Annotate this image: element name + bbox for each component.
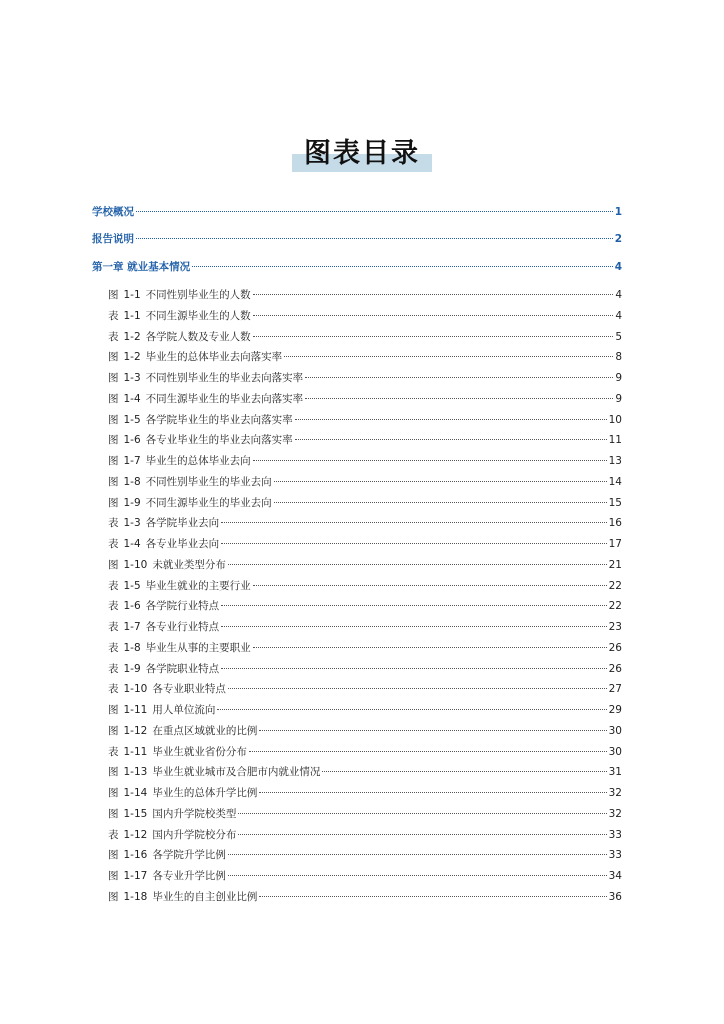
toc-figure-entry[interactable] [108, 392, 622, 406]
toc-entry-label [108, 496, 272, 510]
toc-entry-index: 1-12 [123, 724, 148, 737]
toc-entry-number: 表 [108, 538, 119, 550]
toc-entry-index: 1-5 [123, 579, 141, 592]
toc-entry-index: 1-11 [123, 704, 148, 716]
toc-entry-label [108, 413, 293, 427]
toc-entry-number: 表 [108, 517, 119, 530]
toc-entry-text: 各专业升学比例 [152, 870, 226, 882]
toc-page-number: 11 [608, 434, 622, 447]
toc-figure-entry[interactable] [108, 848, 622, 862]
dot-leader [249, 750, 607, 752]
toc-entry-text: 毕业生就业的主要行业 [145, 579, 251, 592]
toc-entry-index: 1-8 [123, 641, 141, 654]
toc-entry-label [108, 807, 236, 821]
toc-figure-entry[interactable] [108, 869, 622, 883]
toc-entry-number: 表 [108, 662, 119, 675]
toc-entry-text: 毕业生就业城市及合肥市内就业情况 [152, 766, 321, 779]
toc-figure-entry[interactable] [108, 413, 622, 427]
toc-entry-index: 1-3 [123, 517, 141, 530]
toc-entry-label [108, 392, 303, 406]
toc-entry-index: 1-18 [123, 890, 148, 903]
toc-entry-text: 毕业生的总体毕业去向 [145, 455, 251, 467]
toc-page-number: 22 [608, 579, 622, 592]
toc-page-number: 17 [608, 538, 622, 550]
toc-entry-text: 各专业行业特点 [145, 621, 220, 633]
toc-entry-label [92, 232, 134, 246]
toc-page-number: 9 [615, 372, 622, 384]
toc-entry-number: 图 [108, 455, 119, 467]
toc-entry-label [108, 475, 272, 489]
toc-entry-number: 图 [108, 475, 119, 488]
toc-page-number: 30 [608, 745, 622, 758]
toc-figure-entry[interactable] [108, 454, 622, 468]
toc-entry-number: 图 [108, 890, 119, 903]
toc-page-number: 10 [608, 413, 622, 426]
toc-entry-number: 图 [108, 807, 119, 820]
toc-entry-label [108, 620, 219, 634]
toc-figure-entry[interactable] [108, 890, 622, 904]
toc-entry-label [108, 786, 257, 800]
toc-figure-entry[interactable] [108, 516, 622, 530]
toc-entry-text: 各学院毕业生的毕业去向落实率 [145, 413, 293, 426]
dot-leader [217, 708, 606, 710]
toc-figure-entry[interactable] [108, 703, 622, 717]
toc-entry-text: 不同性别毕业生的人数 [145, 289, 251, 301]
toc-figure-entry[interactable] [108, 765, 622, 779]
dot-leader [274, 480, 607, 482]
toc-entry-label [108, 848, 226, 862]
toc-entry-number: 表 [108, 828, 119, 841]
toc-entry-number: 图 [108, 787, 119, 799]
toc-entry-text: 不同性别毕业生的毕业去向 [145, 475, 272, 488]
toc-page-number: 29 [608, 704, 622, 716]
toc-entry-text: 毕业生就业省份分布 [152, 745, 247, 758]
toc-entry-index: 1-10 [123, 683, 148, 696]
toc-page-number: 23 [608, 621, 622, 633]
dot-leader [253, 646, 607, 648]
toc-entry-number: 图 [108, 392, 119, 405]
toc-entry-text: 毕业生的自主创业比例 [152, 890, 258, 903]
toc-entry-index: 1-4 [123, 538, 141, 550]
title-wrap [0, 134, 724, 174]
page-title-text: 图表目录 [304, 138, 420, 169]
toc-page-number: 31 [608, 766, 622, 779]
toc-entry-label [108, 682, 226, 696]
toc-page-number: 13 [608, 455, 622, 467]
toc-entry-text: 毕业生的总体升学比例 [152, 787, 258, 799]
toc-figure-entry[interactable] [108, 579, 622, 593]
toc-entry-label [108, 828, 236, 842]
toc-entry-number: 图 [108, 434, 119, 447]
toc-figure-entry[interactable] [108, 558, 622, 572]
dot-leader [221, 604, 606, 606]
toc-figure-entry[interactable] [108, 682, 622, 696]
toc-page-number: 27 [608, 683, 622, 696]
toc-entry-number: 图 [108, 766, 119, 779]
toc-figure-entry[interactable] [108, 786, 622, 800]
toc-entry-label [108, 579, 251, 593]
toc-entry-text: 不同生源毕业生的毕业去向落实率 [145, 392, 304, 405]
dot-leader [238, 833, 606, 835]
toc-page-number: 4 [615, 309, 622, 322]
dot-leader [305, 376, 613, 378]
dot-leader [228, 563, 607, 565]
toc-entry-index: 1-12 [123, 828, 148, 841]
toc-chapter-entry[interactable] [92, 232, 622, 246]
dot-leader [322, 770, 606, 772]
toc-entry-number: 图 [108, 724, 119, 737]
toc-entry-text: 各专业毕业生的毕业去向落实率 [145, 434, 293, 447]
toc-entry-number: 表 [108, 309, 119, 322]
toc-figure-entry[interactable] [108, 620, 622, 634]
dot-leader [253, 459, 607, 461]
toc-figure-entry[interactable] [108, 371, 622, 385]
toc-entry-label [108, 869, 226, 883]
dot-leader [259, 895, 606, 897]
toc-entry-index: 1-8 [123, 475, 141, 488]
toc-entry-label [92, 205, 134, 219]
toc-entry-index: 1-9 [123, 662, 141, 675]
toc-entry-text: 各学院升学比例 [152, 849, 226, 862]
toc-entry-label [108, 745, 247, 759]
toc-entry-index: 1-2 [123, 330, 141, 343]
toc-entry-number: 图 [108, 351, 119, 364]
toc-entry-index: 1-16 [123, 849, 148, 862]
toc-entry-label [108, 765, 320, 779]
toc-entry-text: 毕业生从事的主要职业 [145, 641, 251, 654]
toc-entry-label [108, 703, 215, 717]
toc-figure-entry[interactable] [108, 475, 622, 489]
dot-leader [274, 501, 607, 503]
toc-entry-index: 1-4 [123, 392, 141, 405]
page-title [292, 134, 432, 174]
toc-entry-index: 1-2 [123, 351, 141, 364]
toc-page-number: 4 [614, 261, 622, 273]
toc-page-number: 21 [608, 558, 622, 571]
dot-leader [221, 521, 606, 523]
toc-entry-number: 图 [108, 413, 119, 426]
dot-leader [238, 812, 606, 814]
toc-page-number: 4 [615, 289, 622, 301]
toc-entry-text: 各专业职业特点 [152, 683, 226, 696]
toc-entry-number: 图 [108, 372, 119, 384]
toc-entry-number: 表 [108, 683, 119, 696]
dot-leader [259, 729, 606, 731]
dot-leader [295, 438, 607, 440]
dot-leader [228, 853, 607, 855]
toc-entry-text: 国内升学院校分布 [152, 828, 237, 841]
dot-leader [221, 542, 606, 544]
toc-entry-index: 1-11 [123, 745, 148, 758]
dot-leader [284, 355, 613, 357]
dot-leader [253, 293, 614, 295]
toc-figure-entry[interactable] [108, 662, 622, 676]
toc-entry-number: 表 [108, 621, 119, 633]
dot-leader [221, 667, 606, 669]
toc-page-number: 22 [608, 600, 622, 613]
toc-figure-entry[interactable] [108, 724, 622, 738]
toc-entry-text: 报告说明 [92, 233, 134, 245]
toc-entry-number: 表 [108, 579, 119, 592]
toc-entry-text: 不同生源毕业生的毕业去向 [145, 496, 272, 509]
toc-entry-label [108, 371, 303, 385]
toc-entry-index: 1-10 [123, 558, 148, 571]
dot-leader [221, 625, 606, 627]
toc-entry-text: 各学院职业特点 [145, 662, 220, 675]
toc-figure-entry[interactable] [108, 537, 622, 551]
toc-entry-number: 图 [108, 870, 119, 882]
dot-leader [136, 210, 613, 212]
toc-page-number: 36 [608, 890, 622, 903]
toc-entry-label [108, 350, 282, 364]
toc-entry-text: 各学院行业特点 [145, 600, 220, 613]
toc-page-number: 15 [608, 496, 622, 509]
toc-entry-label [108, 537, 219, 551]
dot-leader [136, 237, 613, 239]
toc-figure-entry[interactable] [108, 807, 622, 821]
dot-leader [305, 397, 613, 399]
toc-entry-index: 1-3 [123, 372, 141, 384]
toc-entry-label [108, 454, 251, 468]
toc-entry-index: 1-9 [123, 496, 141, 509]
toc-entry-index: 1-6 [123, 434, 141, 447]
toc-entry-label [108, 516, 219, 530]
toc-entry-text: 第一章 就业基本情况 [92, 261, 191, 273]
dot-leader [192, 265, 613, 267]
toc-entry-label [108, 599, 219, 613]
toc-page-number: 9 [615, 392, 622, 405]
toc-figure-entry[interactable] [108, 350, 622, 364]
toc-page-number: 34 [608, 870, 622, 882]
dot-leader [228, 687, 607, 689]
dot-leader [259, 791, 606, 793]
toc-entry-number: 图 [108, 289, 119, 301]
toc-entry-number: 图 [108, 496, 119, 509]
toc-figure-entry[interactable] [108, 641, 622, 655]
toc-entry-label [108, 288, 251, 302]
toc-entry-text: 不同性别毕业生的毕业去向落实率 [145, 372, 304, 384]
toc-page-number: 26 [608, 641, 622, 654]
toc-entry-text: 在重点区域就业的比例 [152, 724, 258, 737]
toc-entry-index: 1-5 [123, 413, 141, 426]
dot-leader [228, 874, 607, 876]
toc-entry-index: 1-15 [123, 807, 148, 820]
toc-entry-number: 图 [108, 558, 119, 571]
toc-entry-text: 用人单位流向 [152, 704, 216, 716]
toc-figure-entry[interactable] [108, 288, 622, 302]
toc-figure-entry[interactable] [108, 496, 622, 510]
toc-page-number: 2 [614, 233, 622, 245]
toc-figure-entry[interactable] [108, 745, 622, 759]
toc-entry-text: 学校概况 [92, 206, 134, 218]
toc-page-number: 30 [608, 724, 622, 737]
toc-entry-index: 1-13 [123, 766, 148, 779]
toc-entry-label [108, 641, 251, 655]
toc-entry-label [108, 330, 251, 344]
toc-page-number: 32 [608, 787, 622, 799]
toc-figure-entry[interactable] [108, 433, 622, 447]
toc-entry-index: 1-6 [123, 600, 141, 613]
toc-entry-number: 图 [108, 704, 119, 716]
toc-figure-entry[interactable] [108, 828, 622, 842]
toc-entry-text: 各学院毕业去向 [145, 517, 220, 530]
toc-entry-text: 各专业毕业去向 [145, 538, 220, 550]
toc-entry-label [108, 433, 293, 447]
toc-figure-entry[interactable] [108, 599, 622, 613]
toc-page-number: 26 [608, 662, 622, 675]
toc-entry-index: 1-1 [123, 289, 141, 301]
toc-entry-label [108, 890, 257, 904]
toc-chapter-entry[interactable] [92, 260, 622, 274]
toc-entry-number: 表 [108, 330, 119, 343]
dot-leader [253, 314, 614, 316]
toc-entry-text: 国内升学院校类型 [152, 807, 237, 820]
toc-page-number: 5 [615, 330, 622, 343]
toc-entry-index: 1-7 [123, 455, 141, 467]
toc-chapter-entry[interactable] [92, 205, 622, 219]
toc-entry-index: 1-1 [123, 309, 141, 322]
toc-entry-number: 表 [108, 745, 119, 758]
toc-page-number: 8 [615, 351, 622, 364]
toc-entry-text: 不同生源毕业生的人数 [145, 309, 251, 322]
toc-entry-index: 1-7 [123, 621, 141, 633]
toc-entry-label [108, 724, 257, 738]
toc-entry-text: 各学院人数及专业人数 [145, 330, 251, 343]
toc-page-number: 33 [608, 849, 622, 862]
toc-figure-entry[interactable] [108, 330, 622, 344]
toc-entry-label [108, 662, 219, 676]
toc-entry-text: 毕业生的总体毕业去向落实率 [145, 351, 283, 364]
toc-page-number: 1 [614, 206, 622, 218]
dot-leader [295, 418, 607, 420]
toc-entry-number: 表 [108, 641, 119, 654]
toc-entry-index: 1-17 [123, 870, 148, 882]
toc-entry-text: 未就业类型分布 [152, 558, 226, 571]
toc-page-number: 16 [608, 517, 622, 530]
toc-page-number: 32 [608, 807, 622, 820]
toc-entry-index: 1-14 [123, 787, 148, 799]
toc-figure-entry[interactable] [108, 309, 622, 323]
toc-page-number: 14 [608, 475, 622, 488]
toc-entry-label [108, 309, 251, 323]
toc-entry-number: 图 [108, 849, 119, 862]
toc-entry-number: 表 [108, 600, 119, 613]
toc-page-number: 33 [608, 828, 622, 841]
dot-leader [253, 584, 607, 586]
toc-entry-label [108, 558, 226, 572]
dot-leader [253, 335, 614, 337]
toc-entry-label [92, 260, 190, 274]
